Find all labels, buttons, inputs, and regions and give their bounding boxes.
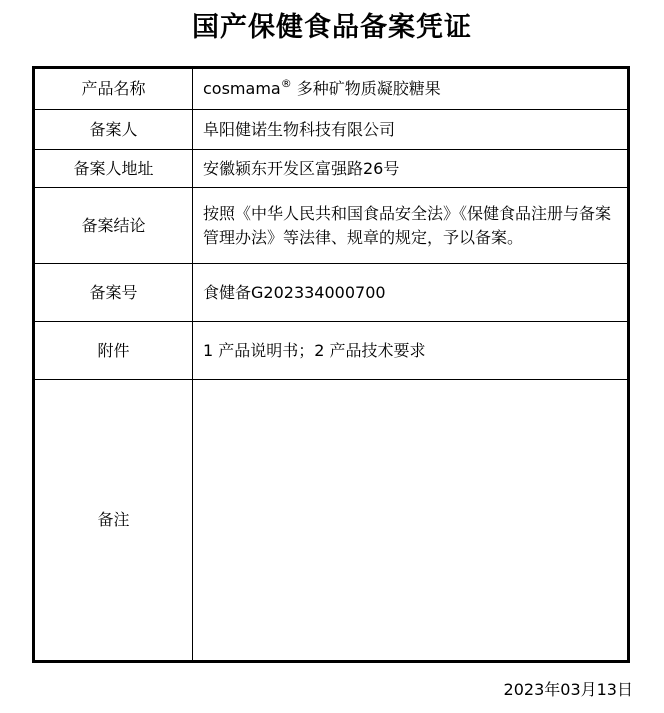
- attachments-label: 附件: [34, 322, 193, 380]
- table-row-registrant-address: [34, 150, 629, 188]
- notes-label: 备注: [34, 380, 193, 662]
- product-name-label: 产品名称: [34, 68, 193, 110]
- conclusion-label: 备案结论: [34, 188, 193, 264]
- record-number-value: 食健备G202334000700: [193, 264, 629, 322]
- document-title: 国产保健食品备案凭证: [192, 12, 472, 43]
- notes-value: [193, 380, 629, 662]
- table-row-conclusion: [34, 188, 629, 264]
- registrant-address-label: 备案人地址: [34, 150, 193, 188]
- registrant-label: 备案人: [34, 110, 193, 150]
- record-number-label: 备案号: [34, 264, 193, 322]
- table-row-record-number: [34, 264, 629, 322]
- table-row-attachments: [34, 322, 629, 380]
- conclusion-value: 按照《中华人民共和国食品安全法》《保健食品注册与备案管理办法》等法律、规章的规定，予以备案。: [193, 188, 629, 264]
- registrant-value: 阜阳健诺生物科技有限公司: [193, 110, 629, 150]
- product-name-value: [193, 68, 629, 110]
- registered-trademark-mark: ®: [280, 77, 292, 90]
- table-row-product-name: [34, 68, 629, 110]
- product-name-text: 多种矿物质凝胶糖果: [291, 79, 441, 98]
- table-row-registrant: [34, 110, 629, 150]
- issue-date: 2023年03月13日: [503, 680, 633, 699]
- table-row-notes: [34, 380, 629, 662]
- attachments-value: 1 产品说明书；2 产品技术要求: [193, 322, 629, 380]
- product-brand-text: cosmama: [203, 79, 281, 98]
- filing-record-table: [32, 66, 630, 663]
- registrant-address-value: 安徽颍东开发区富强路26号: [193, 150, 629, 188]
